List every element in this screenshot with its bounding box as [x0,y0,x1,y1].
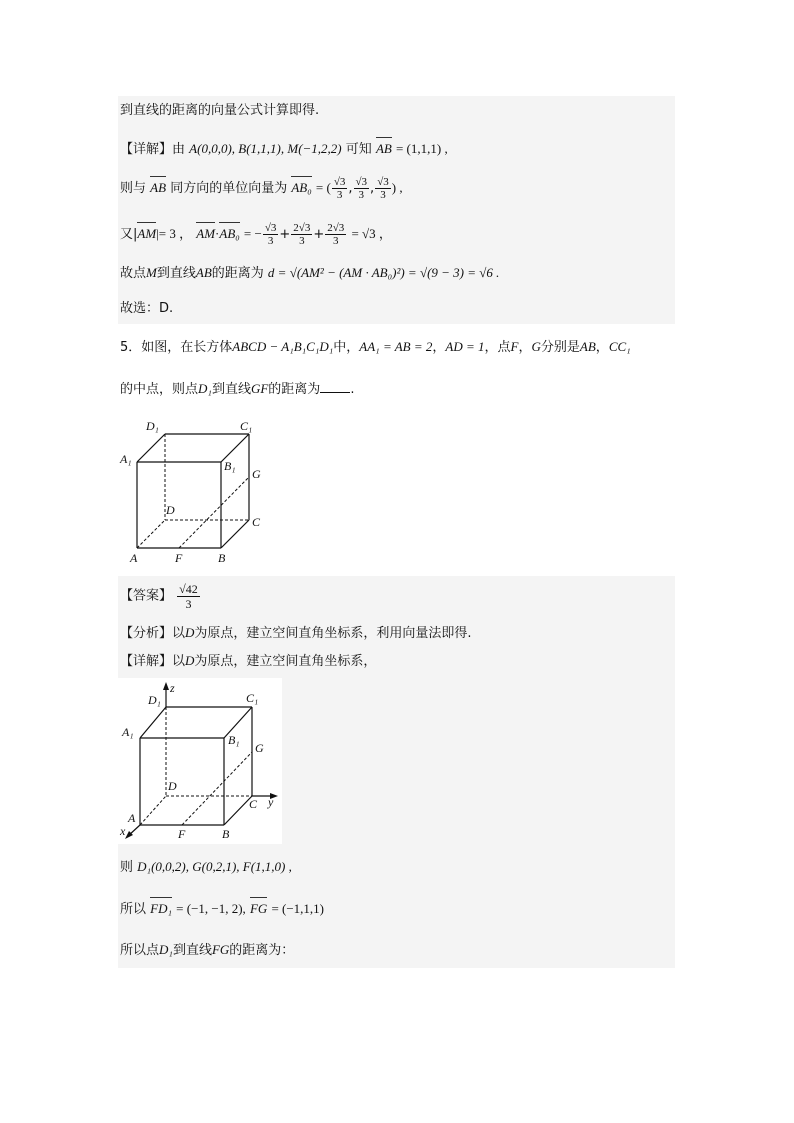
answer-fraction: $\frac{√42}{3}$ [179,582,198,611]
detail2-line: 【详解】以D为原点，建立空间直角坐标系， [120,653,377,669]
detail-tag: 【详解】 [120,142,173,157]
label-c: C [252,515,261,529]
label-c1: C₁ [246,691,259,705]
solution-line-1 [120,102,319,120]
solution-line-5: 故点M到直线AB的距离为 d = √(AM² − (AM · AB₀)²) = √(9 − 3) = √6 . [120,265,500,281]
solution-line-3: 则与 AB 同方向的单位向量为 AB₀ = ( $\frac{√3}{3}$ , $\frac{√3}{3}$ , $\frac{√3}{3}$ ) , [120,176,403,201]
label-b: B [218,551,226,565]
vector-ab: AB [150,180,167,195]
solution-text: 到直线的距离的向量公式计算即得. [120,103,320,118]
label-a1: A₁ [122,725,134,739]
vectors-line: 所以 FD₁ = (−1, −1, 2), FG = (−1,1,1) [120,901,325,917]
problem-number: 5．如图，在长方体 [120,340,233,355]
cuboid-figure [118,414,268,570]
label-g: G [255,741,264,755]
axis-label-y: y [268,795,274,809]
answer-blank [320,380,350,393]
label-b1: B₁ [224,459,236,473]
analysis-line: 【分析】以D为原点，建立空间直角坐标系，利用向量法即得. [120,625,472,641]
answer-line [120,582,201,611]
solution-line-2: 【详解】由 A(0,0,0), B(1,1,1), M(−1,2,2) 可知 AB = (1,1,1) , [120,141,448,157]
label-b1: B₁ [228,733,240,747]
given-points: A(0,0,0), B(1,1,1), M(−1,2,2) [189,141,342,156]
coords-line: 则 D₁(0,0,2), G(0,2,1), F(1,1,0) , [120,859,292,875]
distance-formula: d = √(AM² − (AM · AB₀)²) = √(9 − 3) = √6 . [267,265,500,280]
label-f: F [178,827,186,841]
solution-choice: 故选：D. [120,301,174,316]
fraction-2sqrt3-over-3: $\frac{2√3}{3}$ [293,222,311,247]
label-d: D [168,779,177,793]
fraction-2sqrt3-over-3: $\frac{2√3}{3}$ [327,222,345,247]
solution-line-4: 又|AM|= 3 ， AM·AB₀ = − $\frac{√3}{3}$ + $\frac{2√3}{3}$ + $\frac{2√3}{3}$ = √3 ， [120,222,392,247]
analysis-tag: 【分析】 [120,626,173,641]
vector-am: AM [196,226,216,241]
fraction-sqrt3-over-3: $\frac{√3}{3}$ [377,176,389,201]
label-f: F [175,551,183,565]
vector-fg: FG [249,901,268,916]
vector-ab: AB [375,141,392,156]
vector-am: AM [137,226,157,241]
detail-tag: 【详解】 [120,654,173,669]
label-a: A [130,551,138,565]
fraction-sqrt3-over-3: $\frac{√3}{3}$ [355,176,368,201]
vector-fd1: FD₁ [150,901,173,916]
label-a: A [128,811,136,825]
answer-tag: 【答案】 [120,588,173,604]
solution-top-band [118,96,675,324]
final-line: 所以点D₁到直线FG的距离为： [120,942,295,958]
fraction-sqrt3-over-3: $\frac{√3}{3}$ [264,222,277,247]
label-g: G [252,467,261,481]
label-c: C [249,797,258,811]
label-d1: D₁ [146,419,159,433]
label-b: B [222,827,230,841]
axis-label-x: x [120,824,126,838]
point-coordinates: D₁(0,0,2), G(0,2,1), F(1,1,0) , [137,859,292,874]
label-d: D [166,503,175,517]
unit-vector-ab0: AB₀ [291,180,312,195]
problem-5-line-1: 5．如图，在长方体ABCD − A₁B₁C₁D₁中，AA₁ = AB = 2，AD = 1，点F，G分别是AB，CC₁ [120,339,631,355]
unit-vector-ab0: AB₀ [219,226,240,241]
axis-label-z: z [170,681,175,695]
label-d1: D₁ [148,693,161,707]
label-a1: A₁ [120,452,132,466]
fraction-sqrt3-over-3: $\frac{√3}{3}$ [333,176,346,201]
problem-5-line-2: 的中点，则点D₁到直线GF的距离为 . [120,381,355,397]
cuboid-axes-figure [118,678,282,844]
label-c1: C₁ [240,419,253,433]
